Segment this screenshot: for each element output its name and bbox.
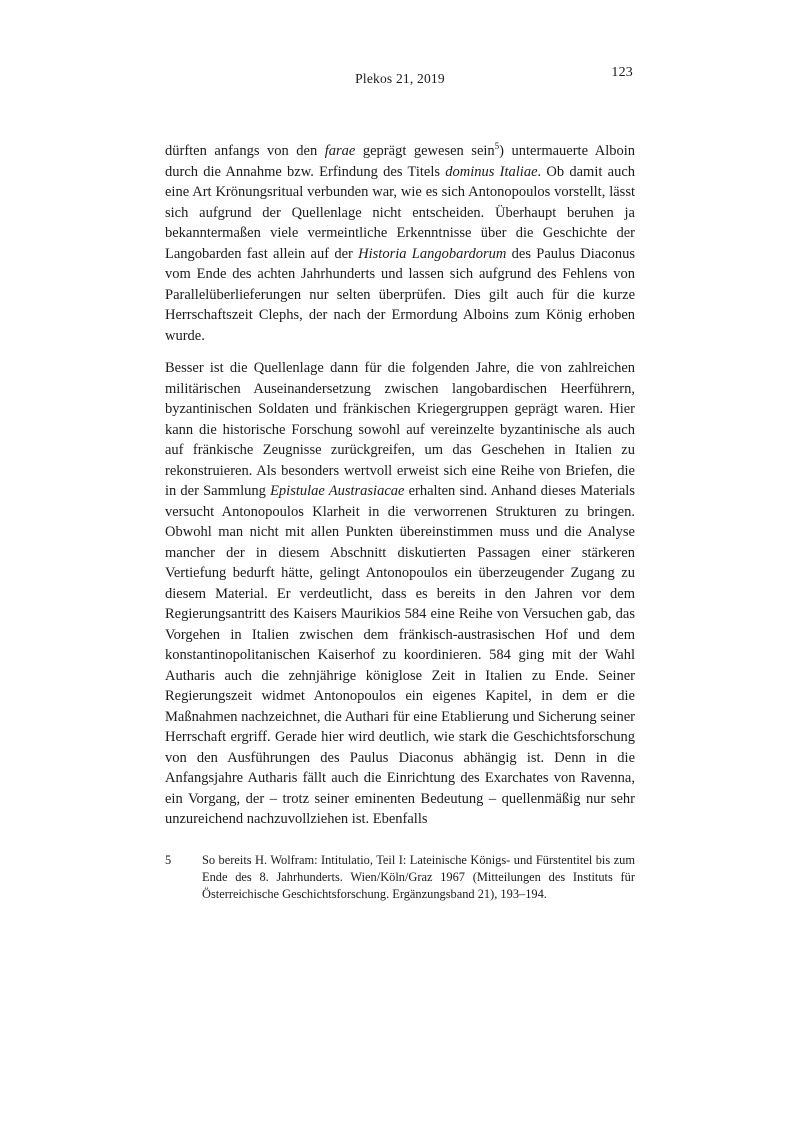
footnote [165, 852, 635, 904]
journal-title: Plekos 21, 2019 [355, 71, 445, 86]
footnotes-section [165, 852, 635, 904]
footnote-text: So bereits H. Wolfram: Intitulatio, Teil I: Lateinische Königs- und Fürstentitel bis zum Ende des 8. Jahrhunderts. Wien/Köln/Graz 1967 (Mitteilungen des Instituts für Österreichische Geschichtsforschung. Ergänzungsband 21), 193–194. [202, 853, 635, 902]
article-body [165, 141, 635, 842]
body-paragraph-2: Besser ist die Quellenlage dann für die folgenden Jahre, die von zahlreichen militärischen Auseinandersetzung zwischen langobardischen Heerführern, byzantinischen Soldaten und fränkischen Kriegergruppen geprägt waren. Hier kann die historische Forschung sowohl auf vereinzelte byzantinische als auch auf fränkische Zeugnisse zurückgreifen, um das Geschehen in Italien zu rekonstruieren. Als besonders wertvoll erweist sich eine Reihe von Briefen, die in der Sammlung Epistulae Austrasiacae erhalten sind. Anhand dieses Materials versucht Antonopoulos Klarheit in die verworrenen Strukturen zu bringen. Obwohl man nicht mit allen Punkten übereinstimmen muss und die Analyse mancher der in diesem Abschnitt diskutierten Passagen einer stärkeren Vertiefung bedurft hätte, gelingt Antonopoulos ein überzeugender Zugang zu diesem Material. Er verdeutlicht, dass es bereits in den Jahren vor dem Regierungsantritt des Kaisers Maurikios 584 eine Reihe von Versuchen gab, das Vorgehen in Italien zwischen dem fränkisch-austrasischen Hof und dem konstantinopolitanischen Kaiserhof zu koordinieren. 584 ging mit der Wahl Autharis auch die zehnjährige königlose Zeit in Italien zu Ende. Seiner Regierungszeit widmet Antonopoulos ein eigenes Kapitel, in dem er die Maßnahmen nachzeichnet, die Authari für eine Etablierung und Sicherung seiner Herrschaft ergriff. Gerade hier wird deutlich, wie stark die Geschichtsforschung von den Ausführungen des Paulus Diaconus abhängig ist. Denn in die Anfangsjahre Autharis fällt auch die Einrichtung des Exarchates von Ravenna, ein Vorgang, der – trotz seiner eminenten Bedeutung – quellenmäßig nur sehr unzureichend nachzuvollziehen ist. Ebenfalls [165, 360, 635, 827]
page-number: 123 [611, 65, 633, 80]
body-paragraph-1: dürften anfangs von den farae geprägt gewesen sein$^5$) untermauerte Alboin durch die Annahme bzw. Erfindung des Titels dominus Italiae. Ob damit auch eine Art Krönungsritual verbunden war, wie es sich Antonopoulos vorstellt, lässt sich aufgrund der Quellenlage nicht entscheiden. Überhaupt beruhen ja bekanntermaßen viele vermeintliche Erkenntnisse über die Geschichte der Langobarden fast allein auf der Historia Langobardorum des Paulus Diaconus vom Ende des achten Jahrhunderts und lassen sich aufgrund des Fehlens von Parallelüberlieferungen nur selten überprüfen. Dies gilt auch für die kurze Herrschaftszeit Clephs, der nach der Ermordung Alboins zum König erhoben wurde. [165, 141, 636, 344]
footnote-number: 5 [165, 853, 172, 867]
page-header [165, 65, 635, 87]
